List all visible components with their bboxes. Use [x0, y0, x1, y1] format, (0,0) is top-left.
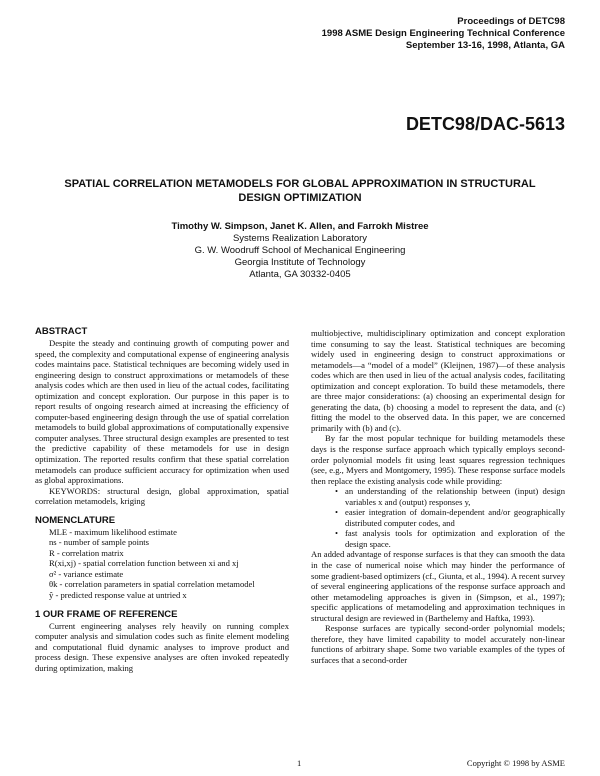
abstract-text: Despite the steady and continuing growth of computing power and speed, the complexity and computational expense of engineering analysis codes maintains pace. Statistical techniques are becoming widely used in engineering design to construct approximations or metamodels of these analysis codes which are then used in lieu of the actual codes, facilitating optimization and concept exploration. Our purpose in this paper is to report results of ongoing research aimed at increasing the efficiency of computer-based engineering design through the use of spatial correlation metamodels to build global approximations of computationally expensive computer analyses. Three structural design examples are presented to test the predictive capability of these metamodels for use in design optimization. The reported results confirm that these spatial correlation metamodels can produce sufficient accuracy for optimization when used as global approximations. [35, 338, 289, 486]
section-1-text: Current engineering analyses rely heavily on running complex computer analysis and simulation codes such as finite element modeling and computational fluid dynamic analyses to improve product and process design. These expensive analyses are often invoked repeatedly during optimization, making [35, 620, 289, 673]
nomenclature-item: R - correlation matrix [49, 547, 124, 558]
list-item: • fast analysis tools for optimization and exploration of the design space. [335, 528, 565, 549]
nomenclature-list [35, 527, 289, 601]
nomenclature-item: σ² - variance estimate [49, 568, 124, 579]
left-column [35, 326, 289, 673]
paragraph: multiobjective, multidisciplinary optimization and concept exploration time consuming to say the least. Statistical techniques are becoming widely used in engineering design to construct approximations or metamodels—a “model of a model” (Kleijnen, 1987)—of these analysis codes which are then used in lieu of the actual analysis codes, facilitating optimization and concept exploration. To build these metamodels, there are three major considerations: (a) choosing an experimental design for generating the data, (b) choosing a model to represent the data, and (c) fitting the model to the observed data. In this paper, we are concerned primarily with (b) and (c). [311, 328, 565, 433]
keywords: KEYWORDS: structural design, global approximation, spatial correlation metamodels, kriging [35, 485, 289, 507]
nomenclature-item: θk - correlation parameters in spatial correlation metamodel [49, 579, 255, 590]
copyright: Copyright © 1998 by ASME [466, 758, 565, 768]
affiliation-line: G. W. Woodruff School of Mechanical Engineering [194, 245, 406, 256]
right-column [311, 328, 565, 666]
affiliation-line: Atlanta, GA 30332-0405 [249, 269, 351, 280]
nomenclature-item: MLE - maximum likelihood estimate [49, 526, 177, 537]
nomenclature-item: R(xi,xj) - spatial correlation function between xi and xj [49, 558, 239, 569]
conference-line: 1998 ASME Design Engineering Technical Conference [321, 28, 565, 39]
list-item: • easier integration of domain-dependent and/or geographically distributed computer codes, and [335, 507, 565, 528]
paper-id: DETC98/DAC-5613 [405, 114, 565, 134]
bullet-list [311, 486, 565, 549]
section-1-heading: 1 OUR FRAME OF REFERENCE [35, 608, 178, 620]
affiliation-line: Georgia Institute of Technology [234, 257, 366, 268]
page-number: 1 [297, 758, 302, 768]
nomenclature-item: ns - number of sample points [49, 537, 150, 548]
author-block [100, 221, 500, 281]
proceedings-header [322, 16, 565, 52]
author-names: Timothy W. Simpson, Janet K. Allen, and Farrokh Mistree [171, 221, 429, 232]
nomenclature-item: ŷ - predicted response value at untried x [49, 590, 187, 601]
paper-title: SPATIAL CORRELATION METAMODELS FOR GLOBAL APPROXIMATION IN STRUCTURAL DESIGN OPTIMIZATION [64, 178, 536, 204]
paragraph: By far the most popular technique for building metamodels these days is the response surface approach which typically employs second-order polynomial models fit using least squares regression techniques (see, e.g., Myers and Montgomery, 1995). These response surface models then replace the existing analysis code while providing: [311, 433, 565, 486]
paragraph: An added advantage of response surfaces is that they can smooth the data in the case of numerical noise which may hinder the performance of some gradient-based optimizers (cf., Giunta, et al., 1994). A recent survey of several engineering applications of the response surface approach and other metamodeling approaches is given in (Simpson, et al., 1997); specific applications of metamodeling and approximation techniques in structural design are reviewed in (Barthelemy and Haftka, 1993). [311, 549, 565, 623]
abstract-heading: ABSTRACT [35, 326, 88, 337]
nomenclature-heading: NOMENCLATURE [35, 514, 116, 526]
dates-line: September 13-16, 1998, Atlanta, GA [405, 40, 565, 51]
affiliation-line: Systems Realization Laboratory [232, 233, 368, 244]
list-item: • an understanding of the relationship between (input) design variables x and (output) responses y, [335, 486, 565, 507]
proceedings-line: Proceedings of DETC98 [457, 16, 565, 27]
paragraph: Response surfaces are typically second-order polynomial models; therefore, they have limited capability to model accurately non-linear functions of arbitrary shape. Some two variable examples of the types of surfaces that a second-order [311, 623, 565, 665]
